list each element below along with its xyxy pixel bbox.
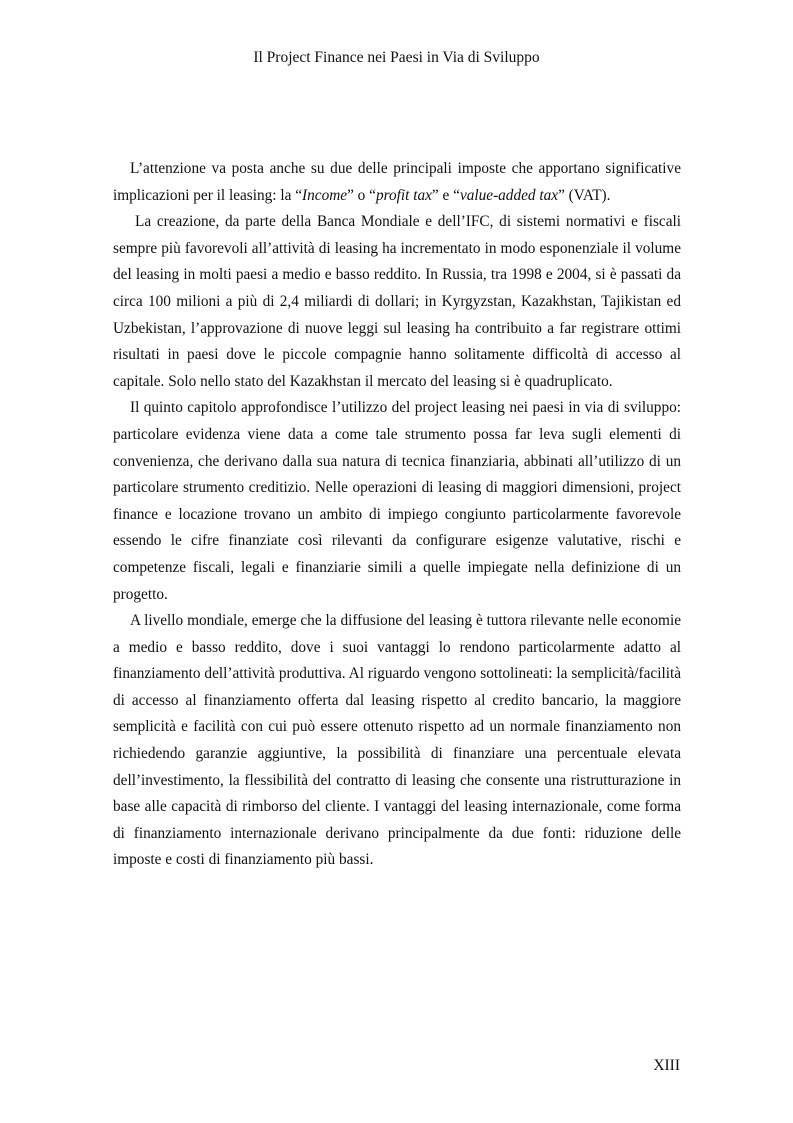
paragraph-tax-text-2: ” o “ xyxy=(347,186,376,204)
term-value-added-tax: value-added tax xyxy=(459,186,559,204)
paragraph-tax-text-1: L’attenzione va posta anche su due delle principali imposte che apportano significative implicazioni per il leasing: la “ xyxy=(113,160,681,204)
body-text xyxy=(113,156,681,874)
paragraph-tax-text-3: ” e “ xyxy=(431,186,460,204)
paragraph-fifth-chapter: Il quinto capitolo approfondisce l’utilizzo del project leasing nei paesi in via di sviluppo: particolare evidenza viene data a come tale strumento possa far leva sugli elementi di convenienza, che derivano dalla sua natura di tecnica finanziaria, abbinati all’utilizzo di un particolare strumento creditizio. Nelle operazioni di leasing di maggiori dimensioni, project finance e locazione trovano un ambito di impiego congiunto particolarmente favorevole essendo le cifre finanziate così rilevanti da configurare esigenze valutative, rischi e competenze fiscali, legali e finanziarie simili a quelle impiegate nella definizione di un progetto. xyxy=(113,399,681,603)
term-income: Income xyxy=(302,186,348,204)
paragraph-world-level: A livello mondiale, emerge che la diffusione del leasing è tuttora rilevante nelle economie a medio e basso reddito, dove i suoi vantaggi lo rendono particolarmente adatto al finanziamento dell’attività produttiva. Al riguardo vengono sottolineati: la semplicità/facilità di accesso al finanziamento offerta dal leasing rispetto al credito bancario, la maggiore semplicità e facilità con cui può essere ottenuto rispetto ad un normale finanziamento non richiedendo garanzie aggiuntive, la possibilità di finanziare una percentuale elevata dell’investimento, la flessibilità del contratto di leasing che consente una ristrutturazione in base alle capacità di rimborso del cliente. I vantaggi del leasing internazionale, come forma di finanziamento internazionale derivano principalmente da due fonti: riduzione delle imposte e costi di finanziamento più bassi. xyxy=(113,612,681,869)
term-profit-tax: profit tax xyxy=(375,186,432,204)
paragraph-tax-text-4: ” (VAT). xyxy=(558,186,611,204)
paragraph-world-bank: La creazione, da parte della Banca Mondiale e dell’IFC, di sistemi normativi e fiscali sempre più favorevoli all’attività di leasing ha incrementato in modo esponenziale il volume del leasing in molti paesi a medio e basso reddito. In Russia, tra 1998 e 2004, si è passati da circa 100 milioni a più di 2,4 miliardi di dollari; in Kyrgyzstan, Kazakhstan, Tajikistan ed Uzbekistan, l’approvazione di nuove leggi sul leasing ha contribuito a far registrare ottimi risultati in paesi dove le piccole compagnie hanno solitamente difficoltà di accesso al capitale. Solo nello stato del Kazakhstan il mercato del leasing si è quadruplicato. xyxy=(113,213,681,390)
running-header: Il Project Finance nei Paesi in Via di Sviluppo xyxy=(253,49,540,66)
paragraph-tax xyxy=(113,156,681,209)
page-number: XIII xyxy=(653,1057,680,1074)
